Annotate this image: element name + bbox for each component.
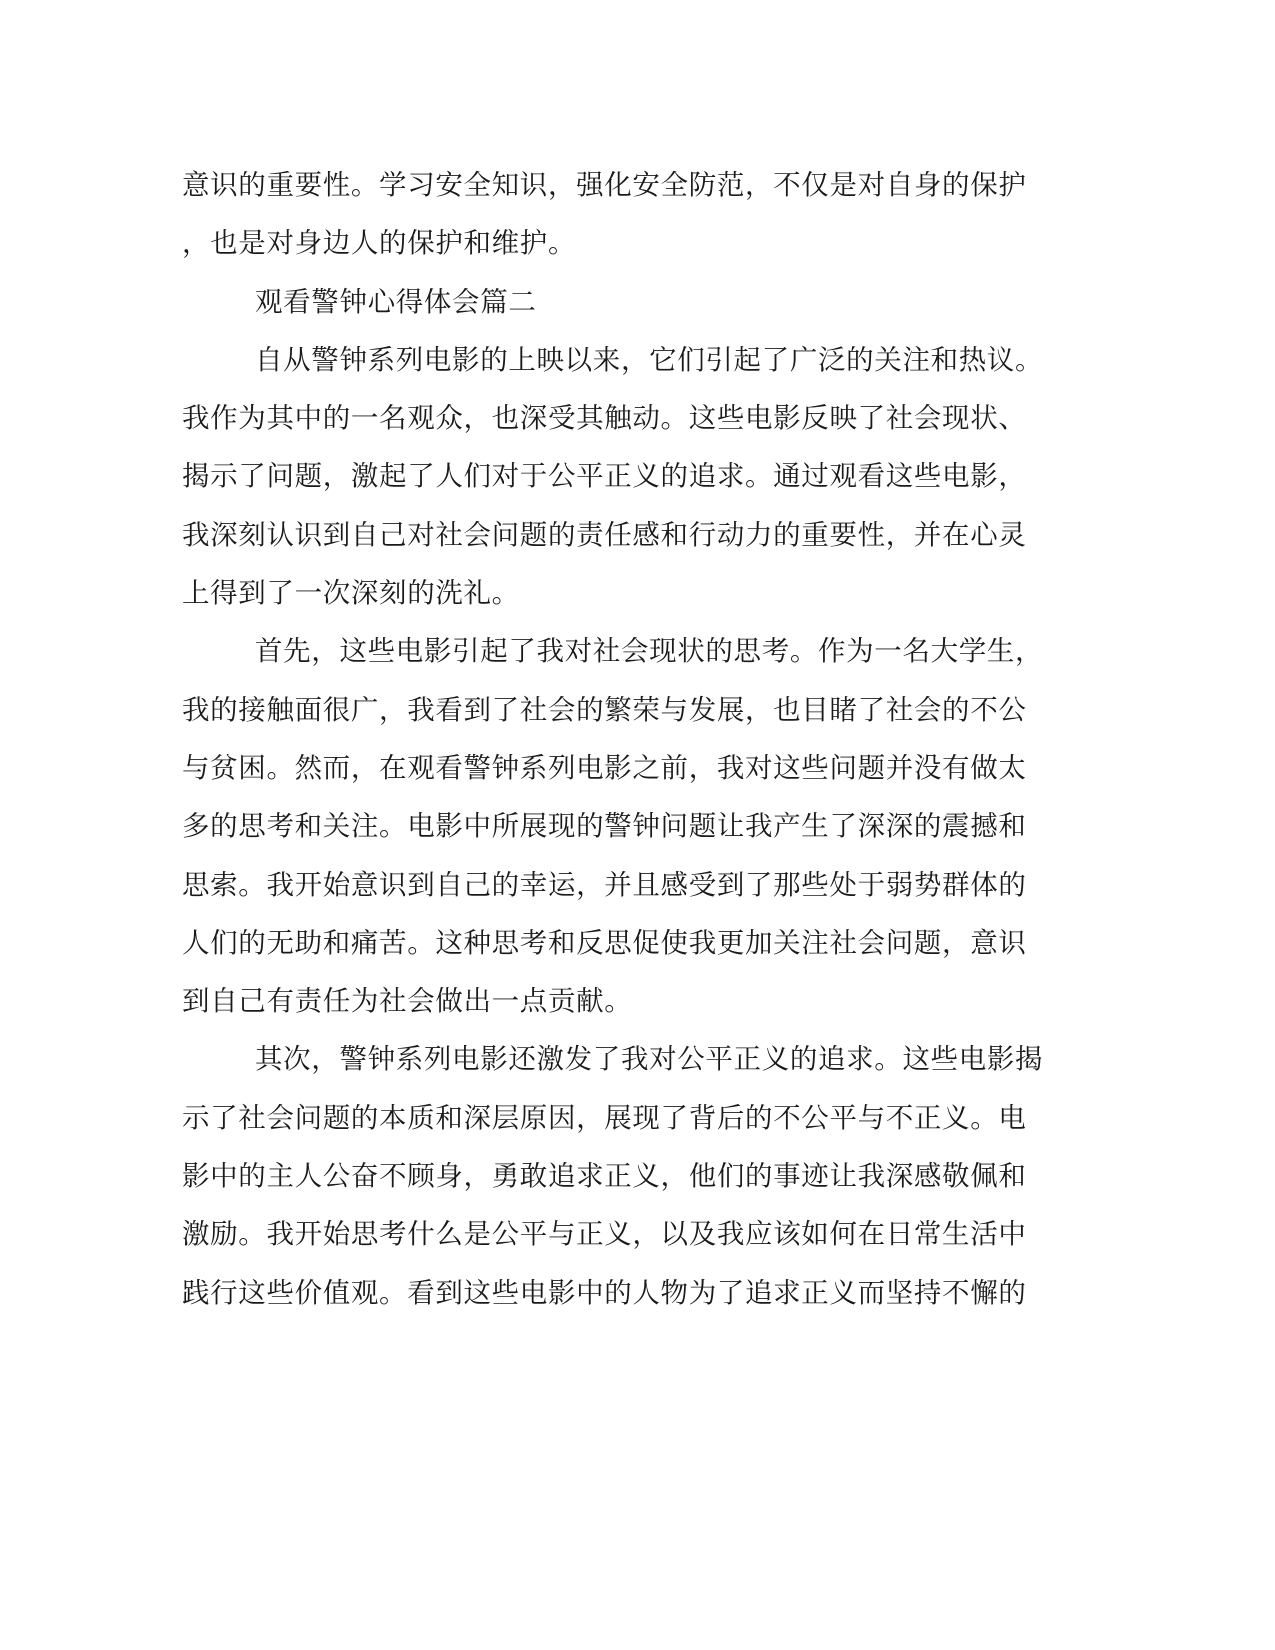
- section-heading: 观看警钟心得体会篇二: [255, 285, 537, 318]
- text-line: ，也是对身边人的保护和维护。: [182, 227, 577, 260]
- paragraph-start-line: 自从警钟系列电影的上映以来，它们引起了广泛的关注和热议。: [255, 343, 1044, 376]
- text-line: 上得到了一次深刻的洗礼。: [182, 577, 520, 610]
- text-line: 践行这些价值观。看到这些电影中的人物为了追求正义而坚持不懈的: [182, 1276, 1027, 1309]
- paragraph-start-line: 其次，警钟系列电影还激发了我对公平正义的追求。这些电影揭: [255, 1043, 1044, 1076]
- text-line: 揭示了问题，激起了人们对于公平正义的追求。通过观看这些电影，: [182, 460, 1027, 493]
- text-line: 我深刻认识到自己对社会问题的责任感和行动力的重要性，并在心灵: [182, 518, 1027, 551]
- text-line: 多的思考和关注。电影中所展现的警钟问题让我产生了深深的震撼和: [182, 810, 1027, 843]
- document-body: [182, 156, 1044, 1322]
- paragraph-start-line: 首先，这些电影引起了我对社会现状的思考。作为一名大学生，: [255, 635, 1044, 668]
- text-line: 思索。我开始意识到自己的幸运，并且感受到了那些处于弱势群体的: [182, 868, 1027, 901]
- text-line: 人们的无助和痛苦。这种思考和反思促使我更加关注社会问题，意识: [182, 926, 1027, 959]
- text-line: 我的接触面很广，我看到了社会的繁荣与发展，也目睹了社会的不公: [182, 693, 1027, 726]
- text-line: 示了社会问题的本质和深层原因，展现了背后的不公平与不正义。电: [182, 1101, 1027, 1134]
- text-line: 影中的主人公奋不顾身，勇敢追求正义，他们的事迹让我深感敬佩和: [182, 1160, 1027, 1193]
- text-line: 我作为其中的一名观众，也深受其触动。这些电影反映了社会现状、: [182, 402, 1027, 435]
- text-line: 与贫困。然而，在观看警钟系列电影之前，我对这些问题并没有做太: [182, 751, 1027, 784]
- text-line: 意识的重要性。学习安全知识，强化安全防范，不仅是对自身的保护: [182, 169, 1027, 201]
- text-line: 到自己有责任为社会做出一点贡献。: [182, 985, 633, 1018]
- text-line: 激励。我开始思考什么是公平与正义，以及我应该如何在日常生活中: [182, 1218, 1027, 1251]
